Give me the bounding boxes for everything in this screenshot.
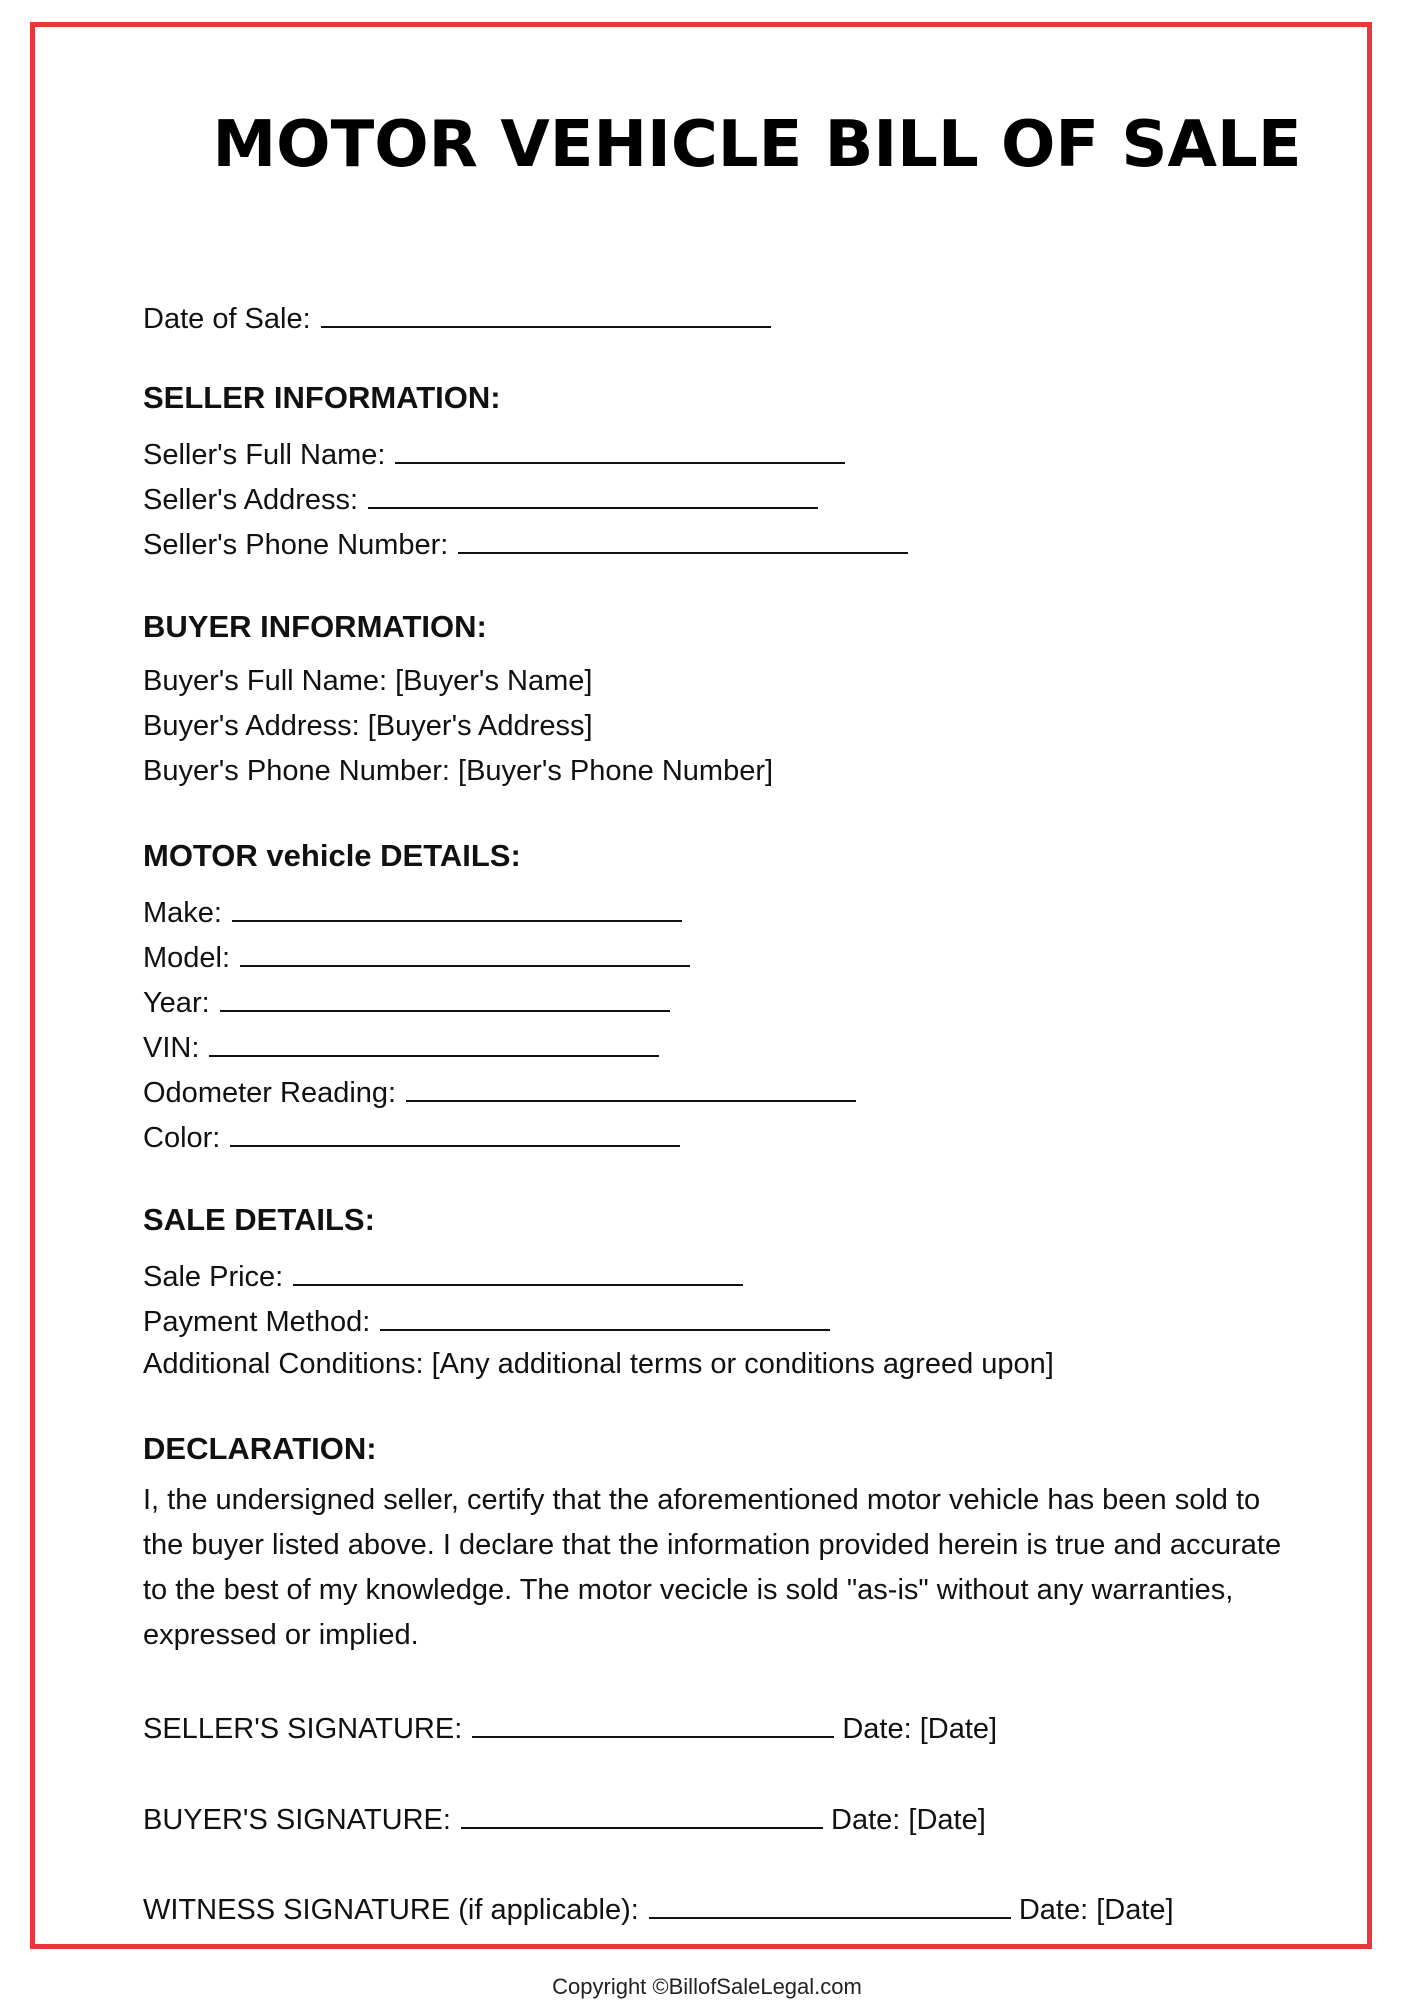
seller-signature-date: Date: [Date] <box>842 1713 998 1745</box>
make-row <box>143 896 682 928</box>
buyer-heading: BUYER INFORMATION: <box>143 609 487 644</box>
model-row <box>143 941 690 973</box>
model-label: Model: <box>143 942 231 974</box>
seller-signature-field[interactable] <box>472 1712 834 1738</box>
witness-signature-row <box>143 1893 1174 1925</box>
document-title: MOTOR VEHICLE BILL OF SALE <box>212 108 1302 182</box>
witness-signature-field[interactable] <box>649 1893 1011 1919</box>
buyer-signature-field[interactable] <box>461 1803 823 1829</box>
seller-address-label: Seller's Address: <box>143 484 359 516</box>
sale-price-field[interactable] <box>293 1260 743 1286</box>
vin-row <box>143 1031 659 1063</box>
buyer-signature-label: BUYER'S SIGNATURE: <box>143 1804 451 1836</box>
buyer-phone-row: Buyer's Phone Number: [Buyer's Phone Number] <box>143 755 774 787</box>
vehicle-heading: MOTOR vehicle DETAILS: <box>143 838 521 873</box>
color-label: Color: <box>143 1122 221 1154</box>
odometer-label: Odometer Reading: <box>143 1077 397 1109</box>
declaration-heading: DECLARATION: <box>143 1431 377 1466</box>
sale-price-row <box>143 1260 743 1292</box>
color-field[interactable] <box>230 1121 680 1147</box>
seller-name-label: Seller's Full Name: <box>143 439 386 471</box>
make-label: Make: <box>143 897 222 929</box>
date-of-sale-label: Date of Sale: <box>143 303 311 335</box>
seller-name-field[interactable] <box>395 438 845 464</box>
seller-phone-row <box>143 528 908 560</box>
make-field[interactable] <box>232 896 682 922</box>
year-row <box>143 986 670 1018</box>
buyer-name-row: Buyer's Full Name: [Buyer's Name] <box>143 665 593 697</box>
payment-method-label: Payment Method: <box>143 1306 371 1338</box>
witness-signature-label: WITNESS SIGNATURE (if applicable): <box>143 1894 639 1926</box>
model-field[interactable] <box>240 941 690 967</box>
payment-method-row <box>143 1305 830 1337</box>
copyright-footer: Copyright ©BillofSaleLegal.com <box>552 1974 862 1999</box>
buyer-signature-row <box>143 1803 986 1835</box>
additional-conditions-row: Additional Conditions: [Any additional terms or conditions agreed upon] <box>143 1348 1054 1380</box>
vin-label: VIN: <box>143 1032 200 1064</box>
seller-signature-row <box>143 1712 997 1744</box>
seller-name-row <box>143 438 845 470</box>
buyer-address-row: Buyer's Address: [Buyer's Address] <box>143 710 593 742</box>
color-row <box>143 1121 680 1153</box>
sale-heading: SALE DETAILS: <box>143 1202 375 1237</box>
seller-address-row <box>143 483 818 515</box>
sale-price-label: Sale Price: <box>143 1261 284 1293</box>
date-of-sale-row <box>143 302 771 334</box>
seller-address-field[interactable] <box>368 483 818 509</box>
seller-signature-label: SELLER'S SIGNATURE: <box>143 1713 463 1745</box>
payment-method-field[interactable] <box>380 1305 830 1331</box>
odometer-field[interactable] <box>406 1076 856 1102</box>
declaration-text: I, the undersigned seller, certify that the aforementioned motor vehicle has been sold to the buyer listed above. I declare that the information provided herein is true and accurate to the best of my knowledge. The motor vecicle is sold "as-is" without any warranties, expressed or implied. <box>143 1484 1282 1651</box>
seller-phone-field[interactable] <box>458 528 908 554</box>
year-label: Year: <box>143 987 210 1019</box>
seller-heading: SELLER INFORMATION: <box>143 380 501 415</box>
vin-field[interactable] <box>209 1031 659 1057</box>
witness-signature-date: Date: [Date] <box>1018 1894 1174 1926</box>
year-field[interactable] <box>220 986 670 1012</box>
buyer-signature-date: Date: [Date] <box>831 1804 986 1836</box>
odometer-row <box>143 1076 856 1108</box>
date-of-sale-field[interactable] <box>321 302 771 328</box>
seller-phone-label: Seller's Phone Number: <box>143 529 449 561</box>
